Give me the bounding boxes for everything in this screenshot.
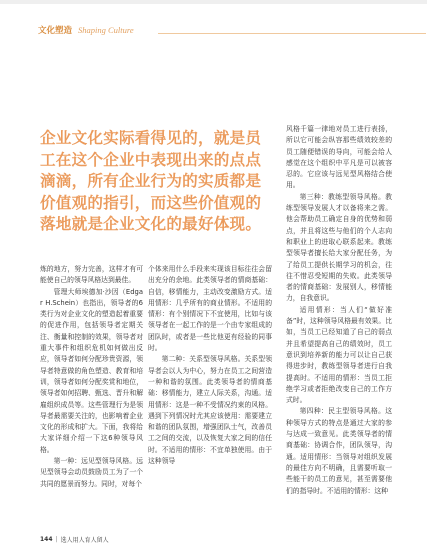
paragraph: 炼的地方，努力完善，这样才有可能使自己的领导风格达到最佳。	[40, 265, 143, 285]
section-title-cn: 文化塑造	[38, 26, 73, 36]
paragraph: 第四种：民主型领导风格。这种领导方式的特点是通过大家的参与达成一致意见。此类领导者的情商基础：协调合作，团队领导，沟通。适用情形：当领导对组织发展的最佳方向不明确，且需要听取一些能干的员工的意见，甚至需要他们的指导时。不适用的情形：这种	[286, 407, 392, 495]
paragraph: 第二种：关系型领导风格。关系型领导者会以人为中心，努力在员工之间营造一种和谐的氛围。此类领导者的情商基础：移情能力，建立人际关系，沟通。适用情形：这是一种不受情况约束的风格。遇到下列情况时尤其应该使用：需要建立和谐的团队氛围，增强团队士气，改善员工之间的交流，以及恢复大家之间的信任时。不适用的情形：不宜单独使用。由于这种领导	[148, 355, 272, 466]
paragraph: 风格千篇一律地对员工进行表扬，所以它可能会纵容那些绩效较差的员工随便错误的导向，可能会给人感觉在这个组织中平凡是可以被容忍的。它应该与远见型风格结合使用。	[286, 125, 392, 190]
section-header	[38, 24, 134, 36]
paragraph: 个体来用什么手段来实现该目标往往会留出充分的余地。此类领导者的情商基础：自信，移情能力，主动改变激励方式。适用情形：几乎所有的商业情形。不适用的情形：有个别情况下不宜使用，比如与该领导者在一起工作的是一个由专家组成的团队时，或者是一些比他更有经验的同事时。	[148, 265, 272, 353]
text-column-3	[286, 124, 392, 497]
paragraph: 管理大师埃德加·沙因（Edgar H.Schein）也指出，领导者的6类行为对企业文化的塑造起着重要的促进作用，包括领导者定期关注、衡量和控制的效果，领导者对重大事件和组织危机如何做出反应，领导者如何分配珍贵资源，领导者特意做的角色塑造、教育和培训，领导者如何分配奖赏和地位，领导者如何招聘、甄选、晋升和解雇组织成员等。这些管理行为是领导者最需要关注的，也影响着企业文化的形成和扩大。下面，我将给大家详细介绍一下这6种领导风格。	[40, 287, 143, 454]
header-divider	[158, 33, 426, 34]
publication-name: 选人用人育人留人	[60, 537, 109, 544]
top-decorative-band	[0, 0, 427, 22]
paragraph: 适用情形：当人们“做好准备”时，这种领导风格最有效果。比如，当员工已经知道了自己的弱点并且希望提高自己的绩效时，员工意识到培养新的能力可以让自己获得进步时，教练型领导者进行自我提高时。不适用的情形：当员工拒绝学习或者拒绝改变自己的工作方式时。	[286, 305, 392, 405]
section-title-en: Shaping Culture	[78, 25, 134, 35]
text-column-1	[40, 264, 143, 490]
pull-quote: 企业文化实际看得见的，就是员工在这个企业中表现出来的点点滴滴，所有企业行为的实质都是价值观的指引，而这些价值观的落地就是企业文化的最好体现。	[40, 129, 262, 233]
page-footer	[40, 535, 109, 544]
page-number: 144	[40, 536, 53, 543]
paragraph: 第一种：远见型领导风格。远见型领导会动员鼓励员工为了一个共同的愿景而努力。同时，对每个	[40, 457, 143, 488]
footer-separator: |	[55, 536, 58, 543]
text-column-2	[148, 264, 272, 467]
paragraph: 第三种：教练型领导风格。教练型领导发展人才以备将来之需。他会帮助员工确定自身的优势和弱点，并且将这些与他们的个人志向和职业上的进取心联系起来。教练型领导者擅长给大家分配任务，为了给员工提供长期学习的机会，往往不惜忍受短期的失败。此类领导者的情商基础：发展别人，移情能力，自我意识。	[286, 192, 392, 303]
